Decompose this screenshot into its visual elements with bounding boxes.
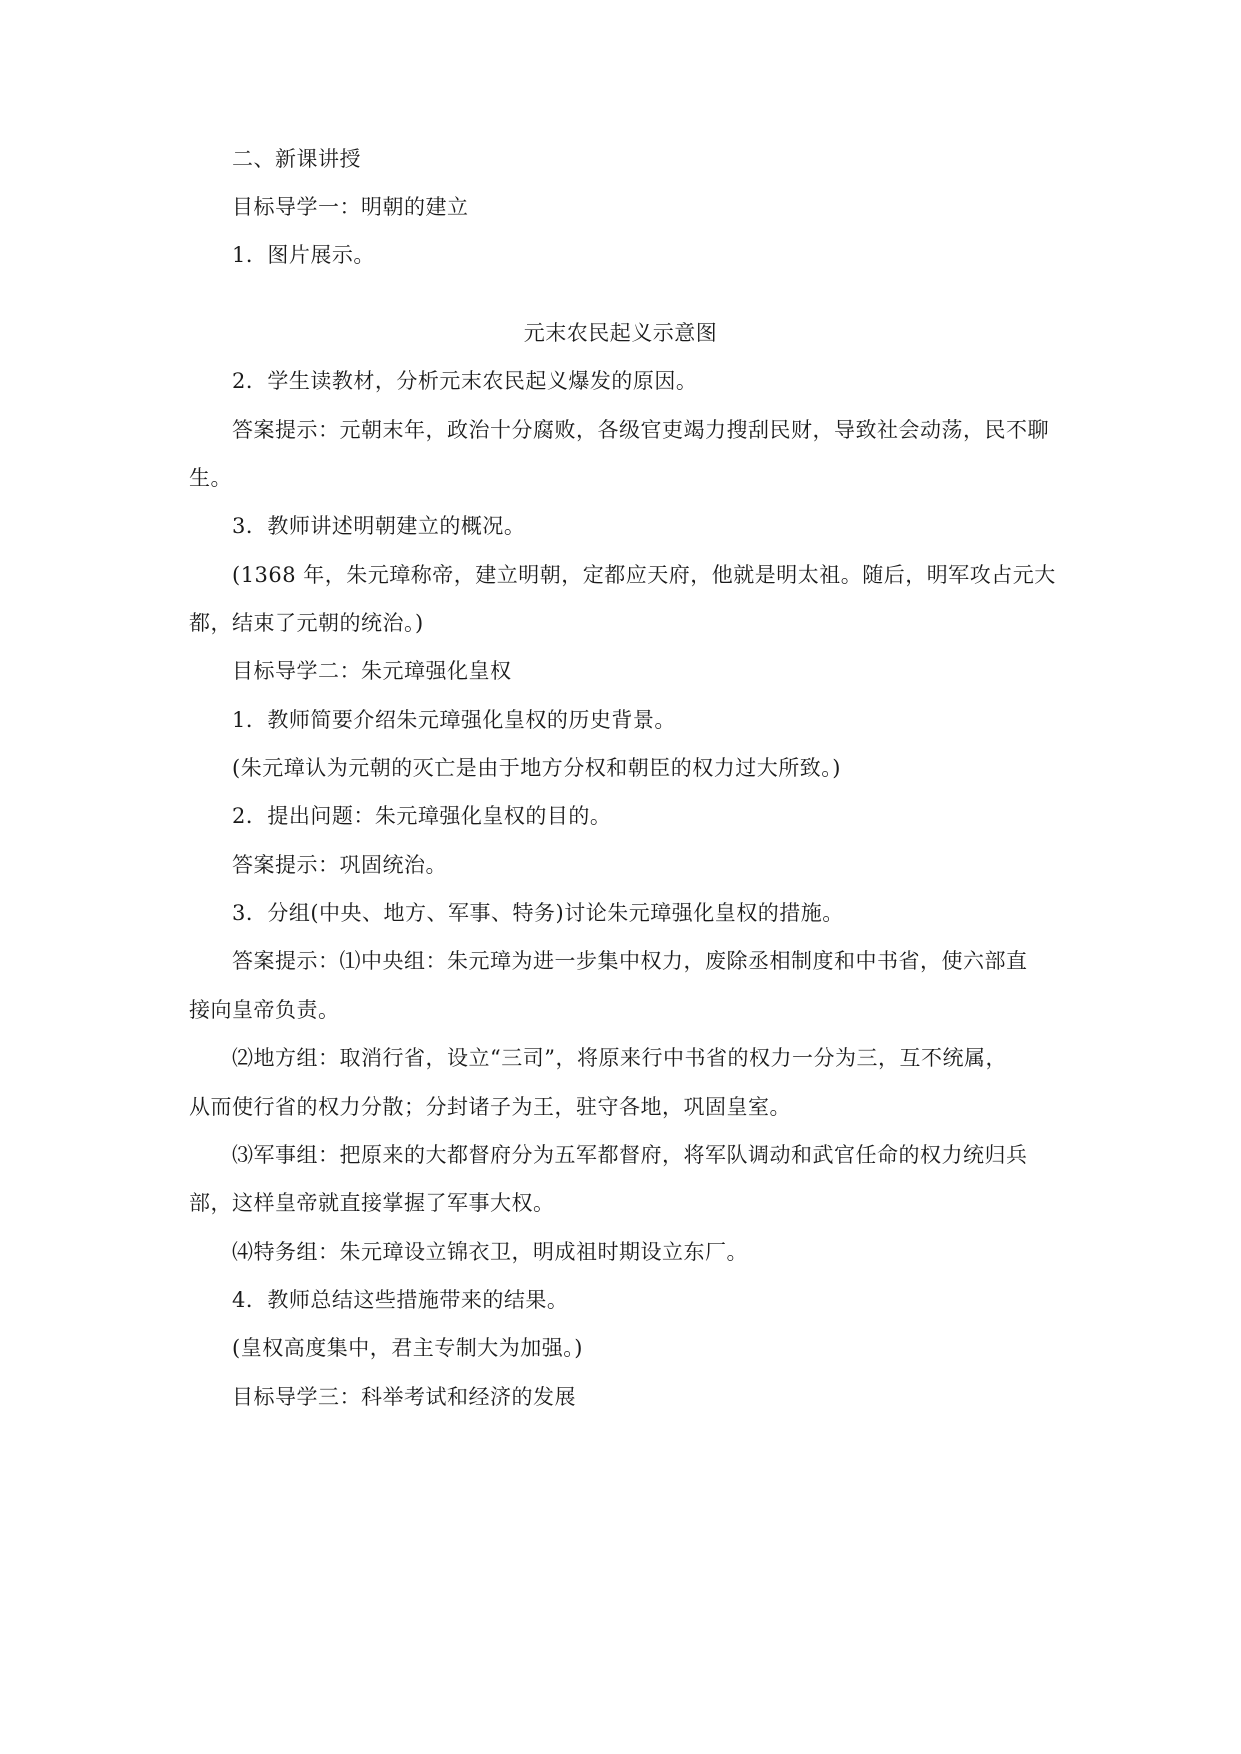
paragraph-text: 4．教师总结这些措施带来的结果。 (232, 1288, 569, 1312)
paragraph-text: 接向皇帝负责。 (189, 998, 340, 1022)
paragraph-text: (皇权高度集中，君主专制大为加强。) (232, 1336, 583, 1360)
paragraph-text: 答案提示：巩固统治。 (232, 853, 447, 877)
paragraph-text: (1368 年，朱元璋称帝，建立明朝，定都应天府，他就是明太祖。随后，明军攻占元大 (232, 563, 1056, 587)
paragraph-text: 都，结束了元朝的统治。) (189, 611, 424, 635)
goal-heading-3: 目标导学三：科举考试和经济的发展 (232, 1385, 576, 1409)
paragraph-text: 2．学生读教材，分析元末农民起义爆发的原因。 (232, 369, 698, 393)
paragraph-text: 生。 (189, 466, 232, 490)
paragraph-text: 从而使行省的权力分散；分封诸子为王，驻守各地，巩固皇室。 (189, 1095, 791, 1119)
goal-heading-1: 目标导学一：明朝的建立 (232, 195, 469, 219)
paragraph-text: 答案提示：⑴中央组：朱元璋为进一步集中权力，废除丞相制度和中书省，使六部直 (232, 949, 1028, 973)
goal-heading-2: 目标导学二：朱元璋强化皇权 (232, 659, 512, 683)
paragraph-text: ⑶军事组：把原来的大都督府分为五军都督府，将军队调动和武官任命的权力统归兵 (232, 1143, 1028, 1167)
paragraph-text: 答案提示：元朝末年，政治十分腐败，各级官吏竭力搜刮民财，导致社会动荡，民不聊 (232, 418, 1049, 442)
paragraph-text: 1．教师简要介绍朱元璋强化皇权的历史背景。 (232, 708, 676, 732)
section-heading: 二、新课讲授 (232, 147, 361, 171)
paragraph-text: (朱元璋认为元朝的灭亡是由于地方分权和朝臣的权力过大所致。) (232, 756, 841, 780)
paragraph-text: 2．提出问题：朱元璋强化皇权的目的。 (232, 804, 612, 828)
paragraph-text: 3．教师讲述明朝建立的概况。 (232, 514, 526, 538)
figure-caption: 元末农民起义示意图 (523, 321, 718, 345)
paragraph-text: 部，这样皇帝就直接掌握了军事大权。 (189, 1191, 555, 1215)
paragraph-text: ⑷特务组：朱元璋设立锦衣卫，明成祖时期设立东厂。 (232, 1240, 748, 1264)
paragraph-text: ⑵地方组：取消行省，设立“三司”，将原来行中书省的权力一分为三，互不统属， (232, 1046, 1007, 1070)
paragraph-text: 1．图片展示。 (232, 243, 375, 267)
paragraph-text: 3．分组(中央、地方、军事、特务)讨论朱元璋强化皇权的措施。 (232, 901, 844, 925)
